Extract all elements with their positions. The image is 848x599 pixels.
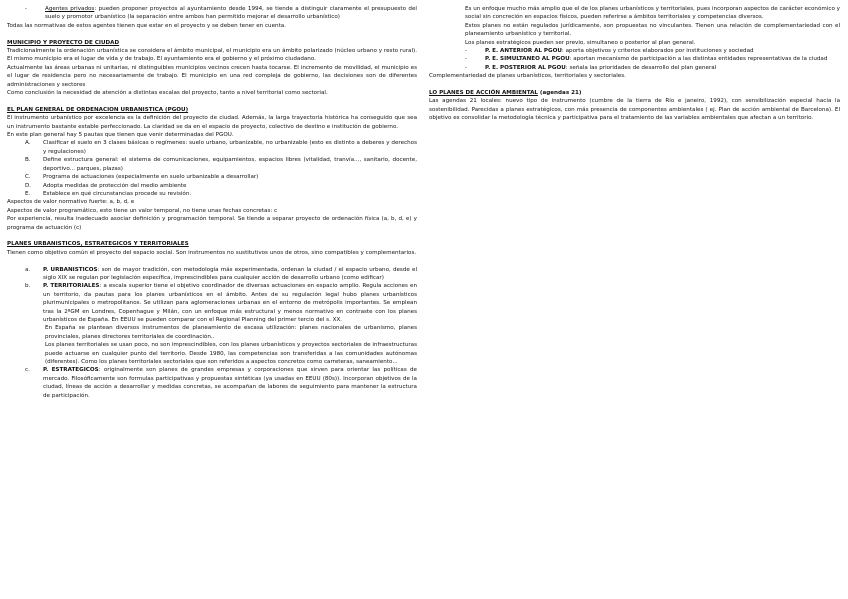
list-item: - P. E. ANTERIOR AL PGOU: aporta objetivos y criterios elaborados por instituciones y sociedad — [465, 48, 754, 55]
paragraph: Aspectos de valor normativo fuerte: a, b, d, e — [7, 199, 135, 206]
right-column — [429, 5, 840, 123]
list-marker: - — [25, 6, 28, 12]
paragraph: Aspectos de valor programático, esto tiene un valor temporal, no tiene unas fechas concretas: c — [7, 207, 278, 214]
section-heading: LO PLANES DE ACCIÓN AMBIENTAL — [429, 90, 538, 97]
paragraph: Complementariedad de planes urbanísticos, territoriales y sectoriales. — [429, 73, 626, 80]
item-term: P. E. ANTERIOR AL PGOU — [485, 48, 562, 55]
section-heading: EL PLAN GENERAL DE ORDENACION URBANISTICA (PGOU) — [7, 106, 189, 113]
paragraph: Tienen como objetivo común el proyecto del espacio social. Son instrumentos no sustitutivos unos de otros, sino compatibles y complementarios. — [7, 249, 417, 256]
item-term: P. TERRITORIALES — [43, 283, 100, 290]
list-item: C. Programa de actuaciones (especialmente en suelo urbanizable a desarrollar) — [25, 174, 259, 181]
list-item: a. P. URBANISTICOS: son de mayor tradición, con metodología más experimentada, ordenan la ciudad / el espacio urbano, desde el siglo XIX se regulan por legislación específica, imprescindibles para cualquier acción de desarrollo urbano (como edificar) — [25, 266, 417, 281]
left-column — [7, 5, 417, 400]
paragraph: Estos planes no están regulados jurídicamente, son propuestas no vinculantes. Tienen una relación de complementariedad con el planeamiento urbanístico y territorial. — [465, 22, 840, 38]
heading-suffix: (agendas 21) — [537, 90, 582, 97]
list-item: b. P. TERRITORIALES: a escala superior tiene el objetivo coordinador de diversas actuaciones en espacio amplio. Regula acciones en un territorio, da pautas para los planes urbanísticos en el ámbito. Antes de su regulación legal hubo planes urbanísticos plurimunicipales o metropolitanos. Se utilizan para aglomeraciones urbanas en el entorno de metrópolis importantes. Se emplean tras la 2ºGM en Londres, Copenhague y Milán, con un enfoque más estructural y menos normativo en contraste con los planes urbanísticos de España. En EEUU se pueden comparar con el Regional Planning del primer tercio del s. XX. — [25, 283, 418, 323]
paragraph: En este plan general hay 5 pautas que tienen que venir determinadas del PGOU. — [7, 132, 234, 139]
list-item: - P. E. POSTERIOR AL PGOU: señala las prioridades de desarrollo del plan general — [465, 64, 717, 71]
paragraph: Tradicionalmente la ordenación urbanística se considera el ámbito municipal, el municipio era un ámbito polarizado (núcleo urbano y resto rural). El mismo municipio era el lugar de vida y de trabajo. El ayuntamiento era el gobierno y el próximo ciudadano. — [7, 48, 417, 63]
paragraph: En España se plantean diversos instrumentos de planeamiento de escasa utilización: planes nacionales de urbanismo, planes provinciales, planes directores territoriales de coordinación.. — [45, 325, 417, 340]
paragraph: Como conclusión la necesidad de atención a distintas escalas del proyecto, tanto a nivel territorial como sectorial. — [7, 90, 328, 97]
list-item: E. Establece en qué circunstancias procede su revisión. — [25, 190, 192, 197]
paragraph: Es un enfoque mucho más amplio que el de los planes urbanísticos y territoriales, pues incorporan aspectos de carácter económico y social sin concreción en espacios físicos, pueden referirse a ámbitos territoriales y competencias diversos. — [465, 6, 840, 21]
item-term: P. E. POSTERIOR AL PGOU — [485, 64, 566, 71]
paragraph: Las agendas 21 locales: nuevo tipo de instrumento (cumbre de la tierra de Río e janeiro, 1992), con sensibilización especial hacia la sostenibilidad. Parecidas a planes estratégicos, con más presencia de componentes ambientales ( ej. Plan de acción ambiental de Barcelona). El objetivo es consolidar la metodología técnica y participativa para el tratamiento de las variables ambientales que afectan a un territorio. — [429, 98, 840, 122]
list-item: - P. E. SIMULTANEO AL PGOU: aportan mecanismo de participación a las distintas entidades representativas de la ciudad — [465, 56, 828, 63]
paragraph: Los planes territoriales se usan poco, no son imprescindibles, con los planes urbanísticos y proyectos sectoriales de infraestructuras puede actuarse en cualquier punto del territorio. Desde 1980, las competencias son transferidas a las comunidades autónomas (diferentes). Como los planes territoriales sectoriales que son referidos a aspectos concretos como carreteras, saneamiento... — [45, 342, 417, 365]
list-item: A. Clasificar el suelo en 3 clases básicas o regímenes: suelo urbano, urbanizable, no urbanizable (esto es distinto a deberes y derechos y regulaciones) — [25, 140, 417, 155]
paragraph: Todas las normativas de estos agentes tienen que estar en el proyecto y se deben tener en cuenta. — [7, 22, 286, 29]
item-term: Agentes privados — [45, 6, 95, 12]
item-text: : pueden proponer proyectos al ayuntamiento desde 1994, se tiende a distinguir claramente el presupuesto del suelo y promotor urbanístico (la separación entre ambos han permitido mejorar el desarrollo urbanístico) — [45, 6, 417, 21]
item-term: P. E. SIMULTANEO AL PGOU — [485, 56, 570, 63]
paragraph: El instrumento urbanístico por excelencia es la definición del proyecto de ciudad. Además, la larga trayectoria histórica ha conseguido que sea un instrumento bastante estable perfeccionado. La claridad se da en el espacio de proyecto, colectivo de destino e institución de gobierno. — [7, 115, 417, 130]
paragraph: Actualmente las áreas urbanas ni unitarias, ni distinguibles municipios vecinos crecen hasta tocarse. El incremento de movilidad, el municipio es el lugar de residencia pero no necesariamente de trabajo. El municipio en una red compleja de gobierno, las decisiones son de diferentes administraciones y sectores — [7, 64, 417, 88]
item-term: P. URBANISTICOS — [43, 266, 98, 273]
paragraph: Por experiencia, resulta inadecuado asociar definición y programación temporal. Se tiende a separar proyecto de ordenación física (a, b, d, e) y programa de actuación (c) — [7, 216, 417, 231]
section-heading: PLANES URBANISTICOS, ESTRATEGICOS Y TERRITORIALES — [7, 241, 189, 248]
item-term: P. ESTRATEGICOS — [43, 367, 99, 374]
paragraph: Los planes estratégicos pueden ser previo, simultaneo o posterior al plan general. — [465, 39, 696, 46]
list-item: D. Adopta medidas de protección del medio ambiente — [25, 182, 187, 189]
section-heading: MUNICIPIO Y PROYECTO DE CIUDAD — [7, 39, 120, 46]
list-item: c. P. ESTRATEGICOS: originalmente son planes de grandes empresas y corporaciones que sirven para orientar las políticas de mercado. Filosóficamente son formulas participativas y propuestas sintéticas (ya usadas en EEUU (80s)). Incorporan objetivos de la ciudad, líneas de acción a desarrollar y medidas concretas, se acompañan de labores de seguimiento para mantener la estructura de participación. — [25, 367, 417, 399]
list-item — [7, 5, 417, 22]
list-item: B. Define estructura general: el sistema de comunicaciones, equipamientos, espacios libres (vitalidad, tranvía..., sanitario, docente, deportivo... parques, plazas) — [25, 157, 417, 172]
